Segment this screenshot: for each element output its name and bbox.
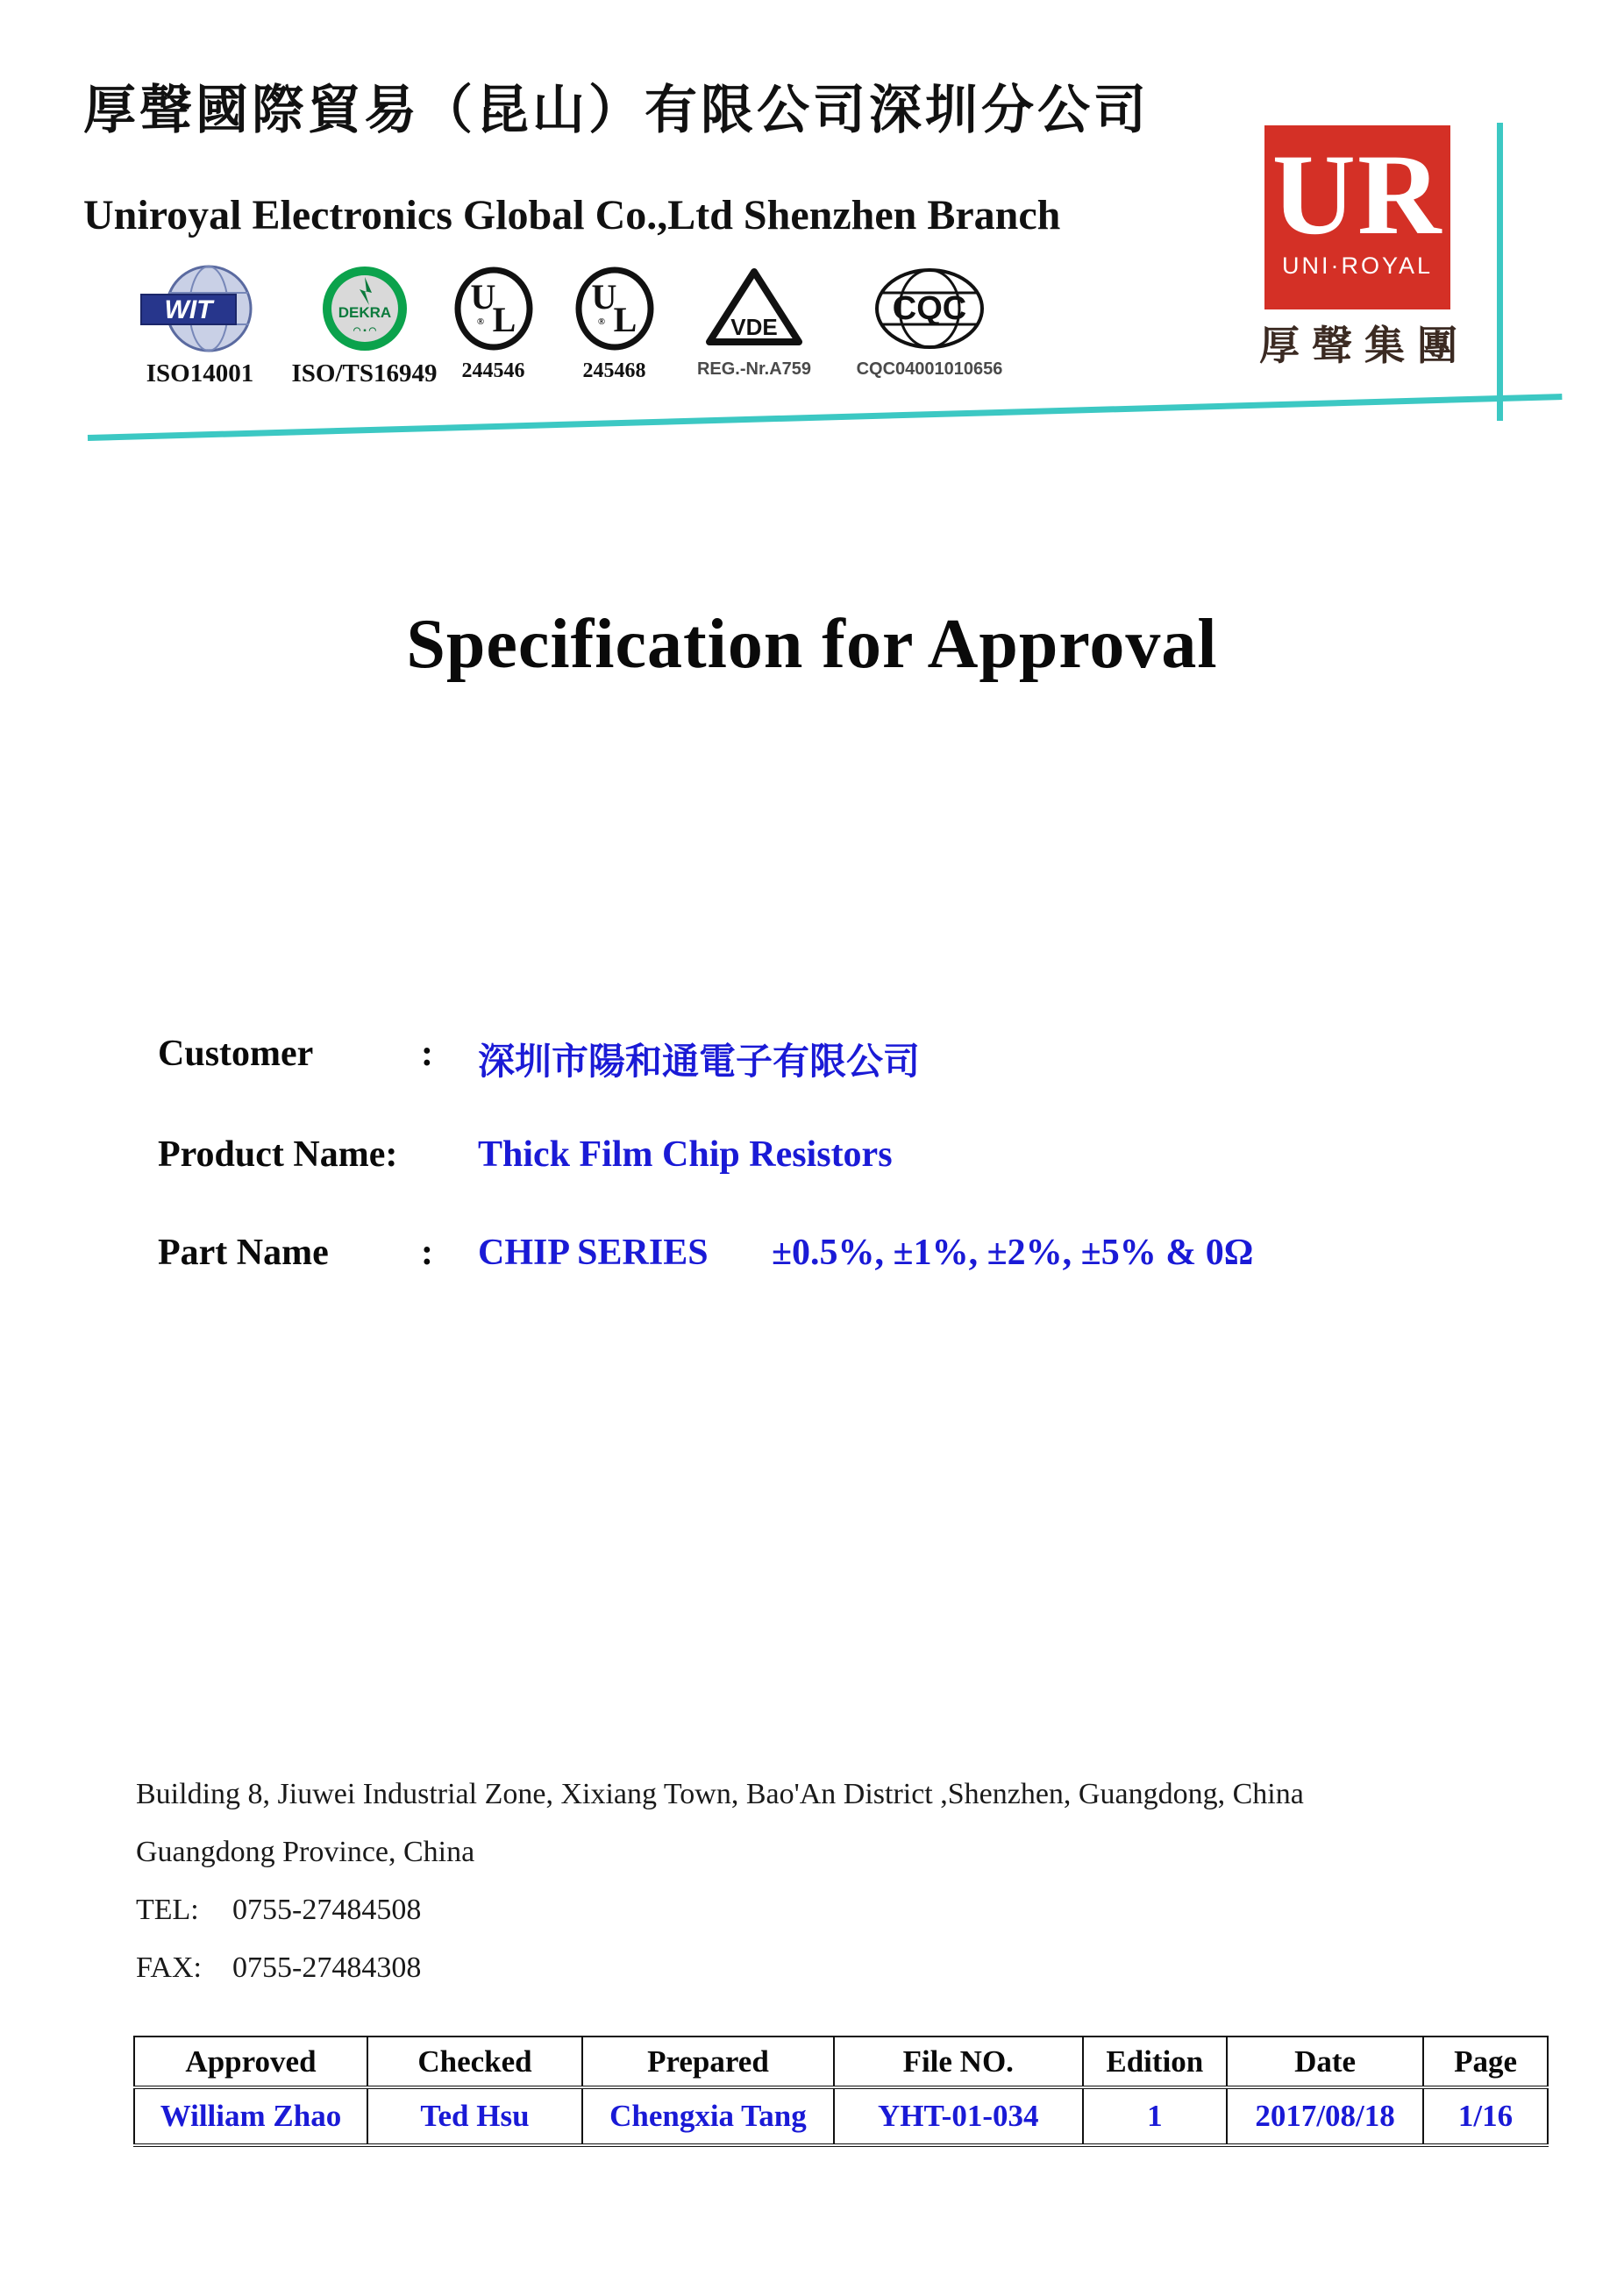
customer-value: 深圳市陽和通電子有限公司 [478, 1042, 921, 1083]
teal-vertical-divider [1497, 123, 1503, 421]
ul-icon [574, 261, 655, 356]
checked-value: Ted Hsu [367, 2087, 582, 2145]
field-row-part-name [0, 1232, 1624, 1293]
certification-ul-245468 [564, 261, 665, 383]
certification-cqc [837, 261, 1022, 380]
svg-text:L: L [613, 300, 637, 339]
prepared-value: Chengxia Tang [582, 2087, 834, 2145]
fax-label: FAX: [136, 1951, 202, 1984]
tel-label: TEL: [136, 1894, 199, 1926]
svg-text:®: ® [476, 316, 484, 327]
field-row-product-name [0, 1134, 1624, 1195]
brand-logo [1264, 125, 1450, 309]
product-name-value: Thick Film Chip Resistors [478, 1134, 893, 1175]
file-no-value: YHT-01-034 [834, 2087, 1083, 2145]
certification-iso-ts16949 [288, 261, 441, 388]
page-title: Specification for Approval [406, 606, 1218, 683]
cert-label: REG.-Nr.A759 [696, 359, 812, 379]
contact-tel-line [136, 1894, 421, 1927]
ul-icon [453, 261, 534, 356]
col-header-edition: Edition [1083, 2037, 1227, 2087]
col-header-page: Page [1423, 2037, 1548, 2087]
contact-fax-line [136, 1951, 421, 1985]
field-row-customer [0, 1033, 1624, 1094]
approved-value: William Zhao [134, 2087, 367, 2145]
tel-value: 0755-27484508 [232, 1894, 422, 1926]
approval-table [133, 2036, 1549, 2147]
vde-triangle-icon [702, 261, 806, 356]
edition-value: 1 [1083, 2087, 1227, 2145]
table-value-row [134, 2087, 1548, 2145]
part-name-value: CHIP SERIES [478, 1233, 709, 1273]
col-header-checked: Checked [367, 2037, 582, 2087]
page-value: 1/16 [1423, 2087, 1548, 2145]
svg-text:DEKRA: DEKRA [338, 304, 391, 321]
svg-text:WIT: WIT [164, 295, 213, 324]
svg-text:®: ® [597, 316, 605, 327]
part-name-label: Part Name [158, 1233, 329, 1273]
date-value: 2017/08/18 [1227, 2087, 1423, 2145]
fax-value: 0755-27484308 [232, 1951, 422, 1984]
cqc-globe-icon [872, 261, 987, 356]
cert-label: CQC04001010656 [856, 359, 1003, 379]
contact-address-line-1: Building 8, Jiuwei Industrial Zone, Xixiang Town, Bao'An District ,Shenzhen, Guangdong, China [136, 1778, 1304, 1810]
svg-text:L: L [492, 300, 516, 339]
part-name-tolerances: ±0.5%, ±1%, ±2%, ±5% & 0Ω [772, 1233, 1254, 1273]
svg-text:U: U [591, 277, 616, 316]
company-name-cn: 厚聲國際貿易（昆山）有限公司深圳分公司 [83, 82, 1150, 139]
certification-ul-244546 [443, 261, 544, 383]
product-name-label: Product Name: [158, 1134, 398, 1175]
brand-name: UNI·ROYAL [1281, 252, 1434, 280]
table-header-row [134, 2037, 1548, 2087]
cert-label: ISO14001 [146, 359, 254, 387]
col-header-prepared: Prepared [582, 2037, 834, 2087]
col-header-approved: Approved [134, 2037, 367, 2087]
brand-group-name: 厚聲集團 [1259, 323, 1470, 368]
wit-globe-icon [134, 261, 266, 356]
svg-text:◠ ▪ ◠: ◠ ▪ ◠ [353, 326, 376, 336]
dekra-icon [319, 261, 410, 356]
certification-vde [675, 261, 833, 380]
svg-text:VDE: VDE [730, 314, 778, 340]
brand-initials: UR [1271, 130, 1443, 259]
teal-horizontal-divider [88, 394, 1563, 441]
cert-label: ISO/TS16949 [291, 359, 438, 387]
svg-text:U: U [470, 277, 495, 316]
company-name-en: Uniroyal Electronics Global Co.,Ltd Shenzhen Branch [83, 192, 1061, 238]
cert-label: 245468 [582, 359, 646, 382]
contact-address-line-2: Guangdong Province, China [136, 1836, 475, 1868]
customer-label: Customer [158, 1034, 314, 1074]
part-name-colon: : [421, 1233, 433, 1273]
cert-label: 244546 [461, 359, 525, 382]
col-header-file-no: File NO. [834, 2037, 1083, 2087]
col-header-date: Date [1227, 2037, 1423, 2087]
svg-text:CQC: CQC [892, 290, 967, 327]
certification-iso14001 [112, 261, 288, 388]
customer-colon: : [421, 1034, 433, 1074]
